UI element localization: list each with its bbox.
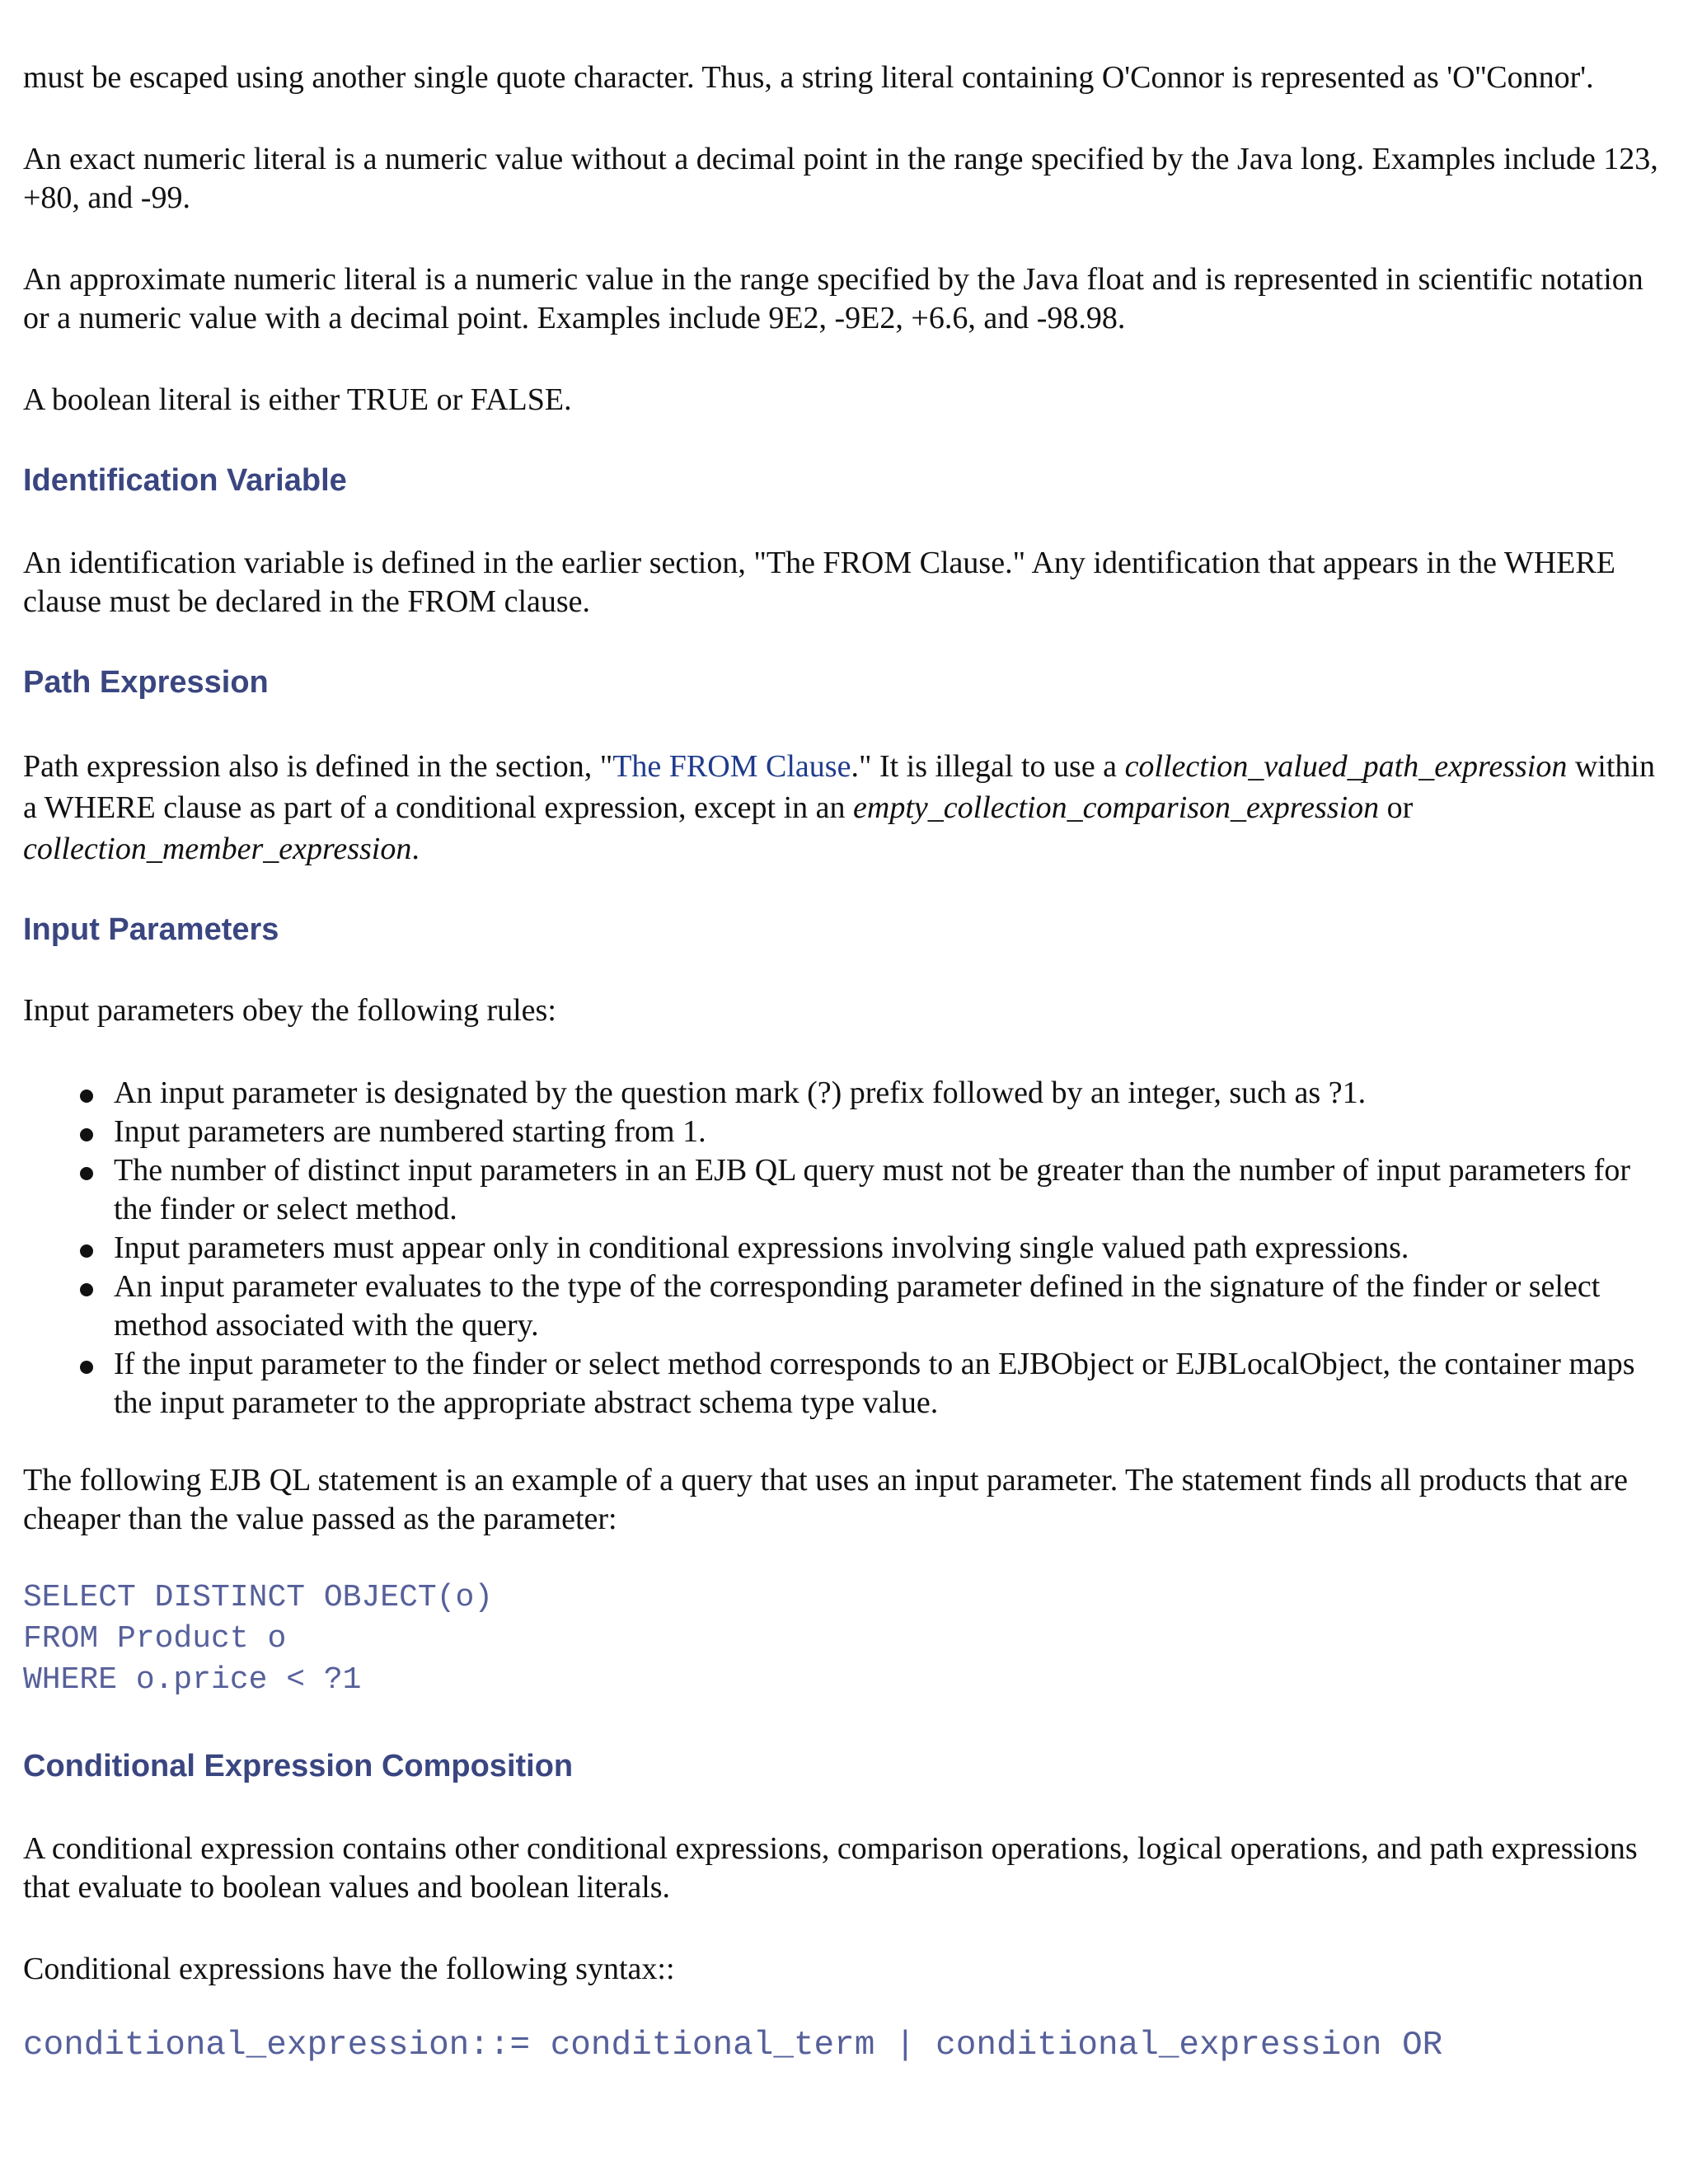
paragraph-identification-variable: An identification variable is defined in the earlier section, "The FROM Clause." Any identification that appears in the WHERE clause must be declared in the FROM clause. [23,546,1615,619]
path-expression-text: within a WHERE clause as part of a conditional expression, except in an [23,749,1655,825]
paragraph-path-expression [23,746,1665,869]
path-expression-text: Path expression also is defined in the section, " [23,749,613,784]
path-expression-text: or [1379,790,1414,825]
paragraph-input-rules-intro: Input parameters obey the following rules: [23,993,556,1028]
heading-path-expression: Path Expression [23,665,269,700]
heading-identification-variable: Identification Variable [23,463,347,498]
bullet-icon [80,1244,93,1258]
list-item [23,1345,1665,1422]
code-block-conditional-syntax: conditional_expression::= conditional_term | conditional_expression OR [23,2027,1443,2064]
heading-conditional-expression-composition: Conditional Expression Composition [23,1749,574,1783]
path-expression-text: . [411,832,420,866]
empty-collection-comparison-expression-term: empty_collection_comparison_expression [853,790,1380,825]
collection-valued-path-expression-term: collection_valued_path_expression [1124,749,1568,784]
path-expression-text: ." It is illegal to use a [851,749,1125,784]
list-item-text: If the input parameter to the finder or select method corresponds to an EJBObject or EJBLocalObject, the container maps the input parameter to the appropriate abstract schema type value. [114,1347,1635,1420]
paragraph-boolean-literal: A boolean literal is either TRUE or FALSE. [23,382,572,417]
paragraph-example-intro: The following EJB QL statement is an example of a query that uses an input parameter. The statement finds all products that are cheaper than the value passed as the parameter: [23,1463,1628,1536]
paragraph-string-literal-end: must be escaped using another single quote character. Thus, a string literal containing O'Connor is represented as 'O''Connor'. [23,60,1594,95]
paragraph-conditional-expression-contains: A conditional expression contains other conditional expressions, comparison operations, logical operations, and path expressions that evaluate to boolean values and boolean literals. [23,1831,1638,1905]
list-item-text: An input parameter evaluates to the type of the corresponding parameter defined in the signature of the finder or select method associated with the query. [114,1269,1601,1343]
list-item-text: Input parameters are numbered starting from 1. [114,1114,706,1149]
list-item [23,1074,1665,1113]
heading-input-parameters: Input Parameters [23,912,279,947]
bullet-icon [80,1167,93,1180]
bullet-icon [80,1128,93,1141]
code-block-example-query: SELECT DISTINCT OBJECT(o) FROM Product o WHERE o.price < ?1 [23,1580,494,1698]
bullet-icon [80,1283,93,1296]
paragraph-exact-numeric-literal: An exact numeric literal is a numeric value without a decimal point in the range specified by the Java long. Examples include 123, +80, and -99. [23,142,1658,215]
bullet-icon [80,1090,93,1103]
list-item [23,1151,1665,1229]
collection-member-expression-term: collection_member_expression [23,832,412,866]
list-item [23,1113,1665,1151]
list-item [23,1268,1665,1345]
the-from-clause-link[interactable]: The FROM Clause [612,749,851,784]
paragraph-approximate-numeric-literal: An approximate numeric literal is a numeric value in the range specified by the Java float and is represented in scientific notation or a numeric value with a decimal point. Examples include 9E2, -9E2, +6.6, and -98.98. [23,262,1643,335]
list-item [23,1229,1665,1268]
input-parameter-rules-list [23,1074,1665,1422]
bullet-icon [80,1361,93,1374]
list-item-text: An input parameter is designated by the question mark (?) prefix followed by an integer, such as ?1. [114,1076,1367,1110]
list-item-text: The number of distinct input parameters in an EJB QL query must not be greater than the number of input parameters for the finder or select method. [114,1153,1630,1226]
paragraph-conditional-syntax-intro: Conditional expressions have the following syntax:: [23,1952,675,1986]
list-item-text: Input parameters must appear only in conditional expressions involving single valued path expressions. [114,1230,1409,1265]
